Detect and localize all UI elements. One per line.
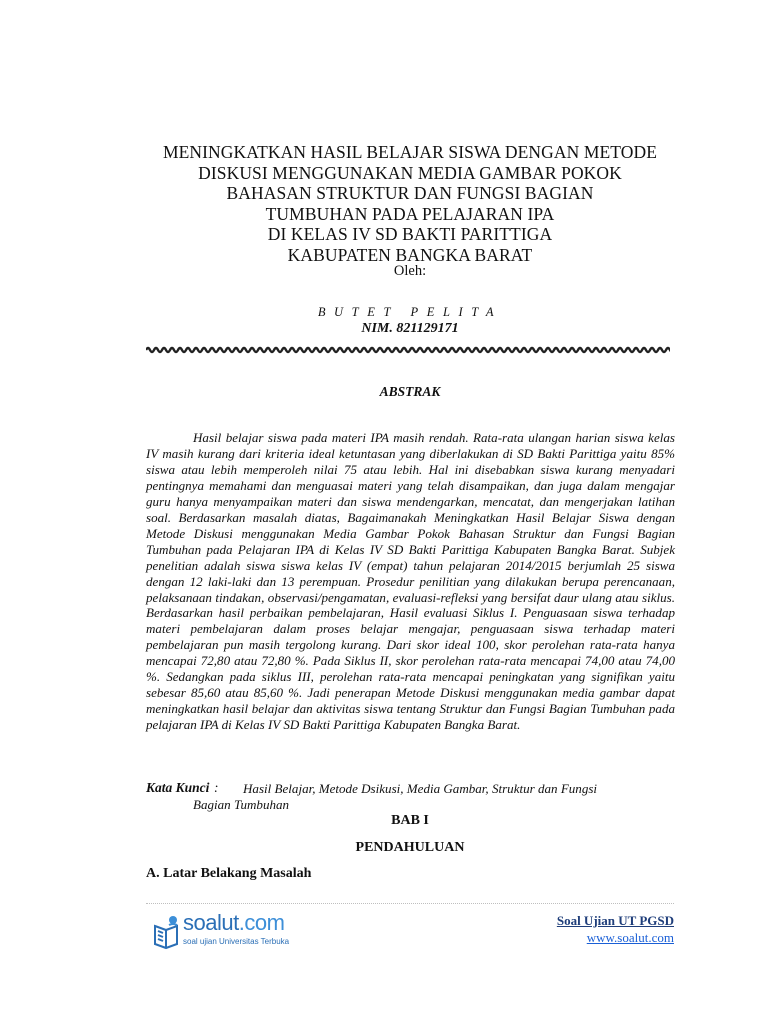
document-title — [130, 142, 690, 265]
abstract-heading: ABSTRAK — [379, 384, 441, 399]
title-line: BAHASAN STRUKTUR DAN FUNGSI BAGIAN — [226, 183, 594, 203]
logo-name: soalut — [183, 910, 239, 935]
keywords-text: Hasil Belajar, Metode Dsikusi, Media Gambar, Struktur dan Fungsi — [243, 781, 598, 796]
title-line: DISKUSI MENGGUNAKAN MEDIA GAMBAR POKOK — [198, 162, 622, 183]
wavy-divider — [146, 345, 670, 355]
logo-tagline: soal ujian Universitas Terbuka — [183, 937, 290, 946]
title-line: KABUPATEN BANGKA BARAT — [287, 244, 533, 265]
by-label: Oleh: — [393, 263, 427, 279]
chapter-number: BAB I — [391, 813, 429, 828]
keywords-text-continued: Bagian Tumbuhan — [193, 797, 290, 812]
abstract-body: Hasil belajar siswa pada materi IPA masih rendah. Rata-rata ulangan harian siswa kelas IV masih kurang dari kriteria ideal ketuntasan yang diberlakukan di SD Bakti Parittiga yaitu 85% siswa atau lebih memperoleh nilai 75 atau lebih. Hal ini disebabkan siswa kurang menyadari pentingnya memahami dan menguasai materi yang telah disampaikan, dan juga dalam mengajar guru hanya menyampaikan materi dan siswa mendengarkan, mencatat, dan mengerjakan latihan soal. Berdasarkan masalah diatas, Bagaimanakah Meningkatkan Hasil Belajar Siswa dengan Metode Diskusi menggunakan Media Gambar Pokok Bahasan Struktur dan Fungsi Bagian Tumbuhan pada Pelajaran IPA di Kelas IV SD Bakti Parittiga Kabupaten Bangka Barat. Subjek penelitian adalah siswa siswa kelas IV (empat) tahun pelajaran 2014/2015 berjumlah 25 siswa dengan 12 laki-laki dan 13 perempuan. Prosedur penilitian yang dilakukan berupa perencanaan, pelaksanaan tindakan, observasi/pengamatan, evaluasi-refleksi yang bersifat daur ulang atau siklus. Berdasarkan hasil perbaikan pembelajaran, Hasil evaluasi Siklus I. Penguasaan siswa terhadap materi pembelajaran dalam proses belajar mengajar, penguasaan siswa terhadap materi pembelajaran pun masih tergolong kurang. Dari skor ideal 100, skor perolehan rata-rata hanya mencapai 72,80 atau 72,80 %. Pada Siklus II, skor perolehan rata-rata mencapai 74,00 atau 74,00 %. Sedangkan pada siklus III, perolehan rata-rata mencapai peningkatan yang signifikan yaitu sebesar 85,60 atau 85,60 %. Jadi penerapan Metode Diskusi menggunakan media gambar dapat meningkatkan hasil belajar dan aktivitas siswa tentang Struktur dan Fungsi Bagian Tumbuhan pada pelajaran IPA di Kelas IV SD Bakti Parittiga Kabupaten Bangka Barat. — [146, 430, 675, 733]
logo-wordmark — [183, 910, 284, 936]
title-line: DI KELAS IV SD BAKTI PARITTIGA — [267, 224, 553, 244]
title-line: MENINGKATKAN HASIL BELAJAR SISWA DENGAN METODE — [162, 142, 658, 162]
keywords-colon: : — [214, 780, 219, 795]
title-line: TUMBUHAN PADA PELAJARAN IPA — [265, 203, 555, 224]
section-heading: A. Latar Belakang Masalah — [146, 866, 312, 881]
student-id: NIM. 821129171 — [361, 321, 459, 336]
keywords-label: Kata Kunci — [146, 780, 210, 795]
footer-divider — [146, 903, 674, 904]
footer-title-link[interactable]: Soal Ujian UT PGSD — [556, 913, 674, 928]
logo-tld: .com — [238, 910, 285, 935]
footer-website-link[interactable]: www.soalut.com — [586, 930, 674, 945]
chapter-title: PENDAHULUAN — [355, 840, 465, 855]
author-name: BUTET PELITA — [317, 305, 503, 319]
